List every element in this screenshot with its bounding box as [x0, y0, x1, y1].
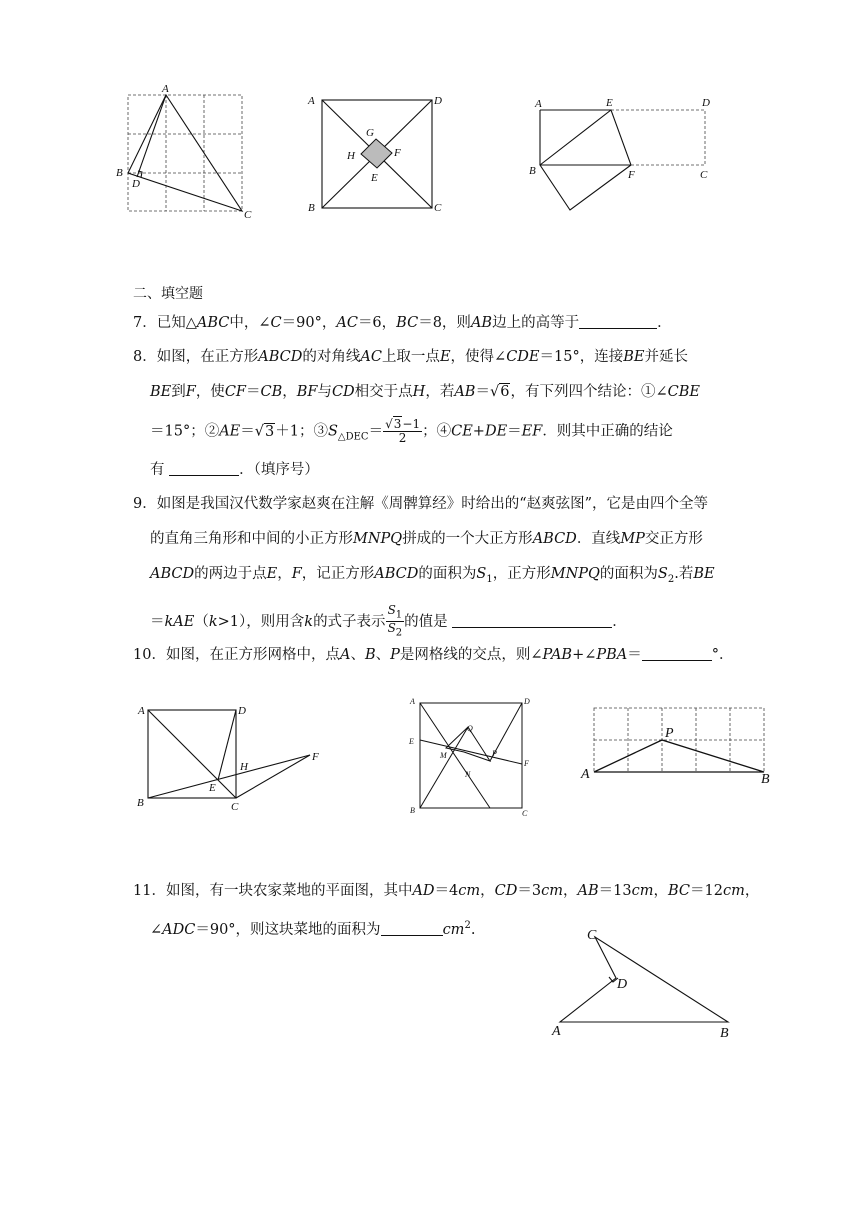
fig3-label: B — [529, 165, 536, 177]
fig7-label: C — [587, 928, 597, 943]
fig4-label: H — [240, 761, 248, 773]
fig2-label: B — [308, 202, 315, 214]
fig5-label: E — [409, 737, 414, 746]
question-8-line-1: 8．如图，在正方形ABCD的对角线AC上取一点E，使得∠CDE＝15°，连接BE并延长 — [133, 349, 688, 365]
fig1-label: B — [116, 167, 123, 179]
fig3-label: C — [700, 169, 708, 181]
fig4-label: C — [231, 801, 239, 813]
fig1-label: D — [132, 178, 140, 190]
fig2-label: D — [434, 95, 442, 107]
fig5-label: C — [522, 809, 528, 818]
fig3-label: F — [628, 169, 635, 181]
fig2-label: A — [308, 95, 315, 107]
fig7-label: B — [720, 1026, 729, 1040]
figure-square-extension — [133, 700, 333, 818]
fraction: $\frac{S_1}{S_2}$ — [387, 603, 403, 639]
answer-blank[interactable] — [169, 461, 239, 476]
fig5-label: P — [492, 749, 497, 758]
figure-folded-rectangle — [525, 90, 725, 215]
question-7: 7．已知△ABC中，∠C＝90°，AC＝6，BC＝8，则AB边上的高等于 ． — [133, 315, 672, 331]
answer-blank[interactable] — [452, 613, 612, 628]
fig2-label: G — [366, 127, 374, 139]
figure-grid-triangle — [110, 80, 270, 225]
fig2-label: E — [371, 172, 378, 184]
fig7-label: A — [552, 1024, 561, 1039]
fig5-label: B — [410, 806, 415, 815]
question-8-line-2: BE到F，使CF＝CB，BF与CD相交于点H，若AB＝√6，有下列四个结论：①∠CBE — [150, 384, 700, 400]
fig1-label: A — [162, 83, 169, 95]
question-8-line-4: 有 ．（填序号） — [150, 462, 319, 478]
fig5-label: F — [524, 759, 529, 768]
fig4-label: B — [137, 797, 144, 809]
question-9-line-2: 的直角三角形和中间的小正方形MNPQ拼成的一个大正方形ABCD．直线MP交正方形 — [150, 531, 703, 547]
fraction: $\frac{√3-1}{2}$ — [385, 417, 421, 445]
fig7-label: D — [617, 977, 628, 992]
fig4-label: F — [312, 751, 319, 763]
question-9-line-3: ABCD的两边于点E，F，记正方形ABCD的面积为$S_1$，正方形MNPQ的面积为$S_2$.若BE — [150, 566, 715, 585]
fig3-label: E — [606, 97, 613, 109]
fig1-label: C — [244, 209, 252, 221]
question-10: 10．如图，在正方形网格中，点A、B、P是网格线的交点，则∠PAB+∠PBA＝ °． — [133, 647, 734, 663]
fig3-label: D — [702, 97, 710, 109]
fig6-label: B — [761, 772, 770, 787]
answer-blank[interactable] — [642, 646, 712, 661]
answer-blank[interactable] — [381, 921, 443, 936]
figure-grid-pab — [580, 700, 780, 790]
fig2-label: H — [347, 150, 355, 162]
fig4-label: D — [238, 705, 246, 717]
question-9-line-1: 9．如图是我国汉代数学家赵爽在注解《周髀算经》时给出的“赵爽弦图”，它是由四个全等 — [133, 496, 709, 512]
answer-blank[interactable] — [579, 314, 657, 329]
fig6-label: A — [581, 767, 590, 782]
fig4-label: A — [138, 705, 145, 717]
question-8-line-3: ＝15°；②AE＝√3＋1；$③S_{\triangle DEC}=$ $\frac{√3-1}{2}$ ；④CE+DE＝EF．则其中正确的结论 — [150, 417, 673, 445]
fig5-label: M — [440, 751, 447, 760]
figure-square-diagonals — [300, 88, 450, 223]
question-9-line-4: ＝kAE（k>1），则用含k的式子表示 $\frac{S_1}{S_2}$ 的值是 ． — [150, 603, 627, 639]
question-11-line-1: 11．如图，有一块农家菜地的平面图，其中AD＝4cm，CD＝3cm，AB＝13cm，BC＝12cm， — [133, 883, 760, 899]
fig5-label: N — [465, 770, 471, 779]
fig6-label: P — [665, 726, 674, 741]
fig2-label: F — [394, 147, 401, 159]
figure-farm-plot — [548, 925, 738, 1040]
fig5-label: A — [410, 697, 415, 706]
question-11-line-2: ∠ADC＝90°，则这块菜地的面积为 $cm^2$. — [150, 920, 476, 938]
fig2-label: C — [434, 202, 442, 214]
fig3-label: A — [535, 98, 542, 110]
fig5-label: Q — [467, 724, 473, 733]
section-title: 二、填空题 — [133, 286, 203, 302]
fig5-label: D — [524, 697, 530, 706]
fig4-label: E — [209, 782, 216, 794]
figure-zhao-shuang-diagram — [400, 693, 540, 821]
